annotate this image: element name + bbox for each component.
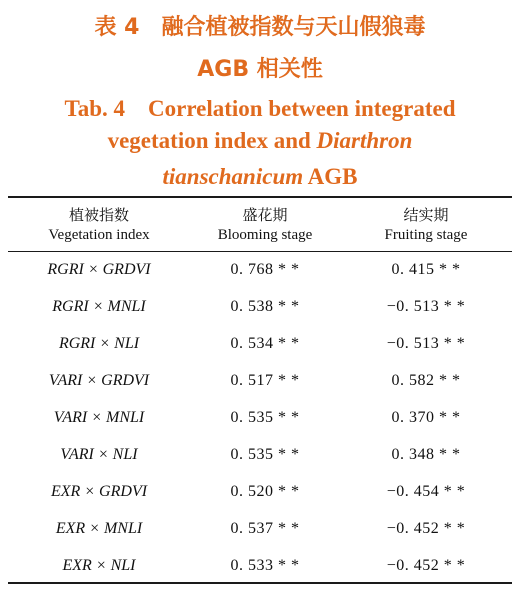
- blooming-value-cell: 0. 534 * *: [230, 334, 300, 352]
- correlation-table: [8, 198, 512, 584]
- header-en: Blooming stage: [217, 226, 313, 243]
- table-row: [8, 325, 512, 362]
- blooming-value-cell: 0. 533 * *: [230, 556, 300, 574]
- header-zh: 盛花期: [242, 205, 288, 224]
- blooming-value-cell: 0. 517 * *: [230, 371, 300, 389]
- vegetation-index-cell: EXR × NLI: [62, 556, 136, 574]
- header-zh: 结实期: [403, 205, 449, 224]
- vegetation-index-cell: RGRI × MNLI: [52, 297, 146, 315]
- vegetation-index-cell: RGRI × NLI: [58, 334, 140, 352]
- header-zh: 植被指数: [68, 205, 129, 224]
- table-row: [8, 362, 512, 399]
- table-row: [8, 399, 512, 436]
- table-header-row: [8, 198, 512, 251]
- fruiting-value-cell: 0. 582 * *: [391, 371, 461, 389]
- header-vegetation-index: [8, 198, 190, 251]
- caption-en-line3: [0, 164, 520, 190]
- table-row: [8, 547, 512, 584]
- blooming-value-cell: 0. 535 * *: [230, 445, 300, 463]
- vegetation-index-cell: EXR × MNLI: [55, 519, 143, 537]
- caption-en-line1: Tab. 4 Correlation between integrated: [64, 96, 456, 121]
- caption-species-genus: Diarthron: [316, 128, 413, 153]
- blooming-value-cell: 0. 768 * *: [230, 260, 300, 278]
- fruiting-value-cell: 0. 370 * *: [391, 408, 461, 426]
- fruiting-value-cell: −0. 452 * *: [386, 556, 466, 574]
- caption-zh-line2: AGB 相关性: [197, 57, 323, 82]
- table-row: [8, 510, 512, 547]
- fruiting-value-cell: −0. 513 * *: [386, 334, 466, 352]
- caption-en-line2-text: vegetation index and: [107, 128, 317, 153]
- vegetation-index-cell: EXR × GRDVI: [50, 482, 148, 500]
- blooming-value-cell: 0. 535 * *: [230, 408, 300, 426]
- header-en: Vegetation index: [48, 226, 150, 243]
- table-row: [8, 288, 512, 325]
- fruiting-value-cell: −0. 454 * *: [386, 482, 466, 500]
- caption-zh-line1: 表 4 融合植被指数与天山假狼毒: [94, 15, 426, 40]
- vegetation-index-cell: VARI × MNLI: [53, 408, 145, 426]
- header-en: Fruiting stage: [384, 226, 468, 243]
- header-blooming-stage: [190, 198, 340, 251]
- fruiting-value-cell: 0. 348 * *: [391, 445, 461, 463]
- vegetation-index-cell: VARI × GRDVI: [48, 371, 150, 389]
- fruiting-value-cell: −0. 452 * *: [386, 519, 466, 537]
- fruiting-value-cell: −0. 513 * *: [386, 297, 466, 315]
- caption-en-line3-text: AGB: [303, 164, 358, 189]
- table-row: [8, 251, 512, 288]
- caption-species-epithet: tianschanicum: [162, 164, 304, 189]
- table-row: [8, 436, 512, 473]
- fruiting-value-cell: 0. 415 * *: [391, 260, 461, 278]
- caption-en-line2: [0, 128, 520, 154]
- vegetation-index-cell: RGRI × GRDVI: [47, 260, 151, 278]
- vegetation-index-cell: VARI × NLI: [60, 445, 138, 463]
- blooming-value-cell: 0. 537 * *: [230, 519, 300, 537]
- blooming-value-cell: 0. 520 * *: [230, 482, 300, 500]
- header-fruiting-stage: [340, 198, 512, 251]
- table-row: [8, 473, 512, 510]
- blooming-value-cell: 0. 538 * *: [230, 297, 300, 315]
